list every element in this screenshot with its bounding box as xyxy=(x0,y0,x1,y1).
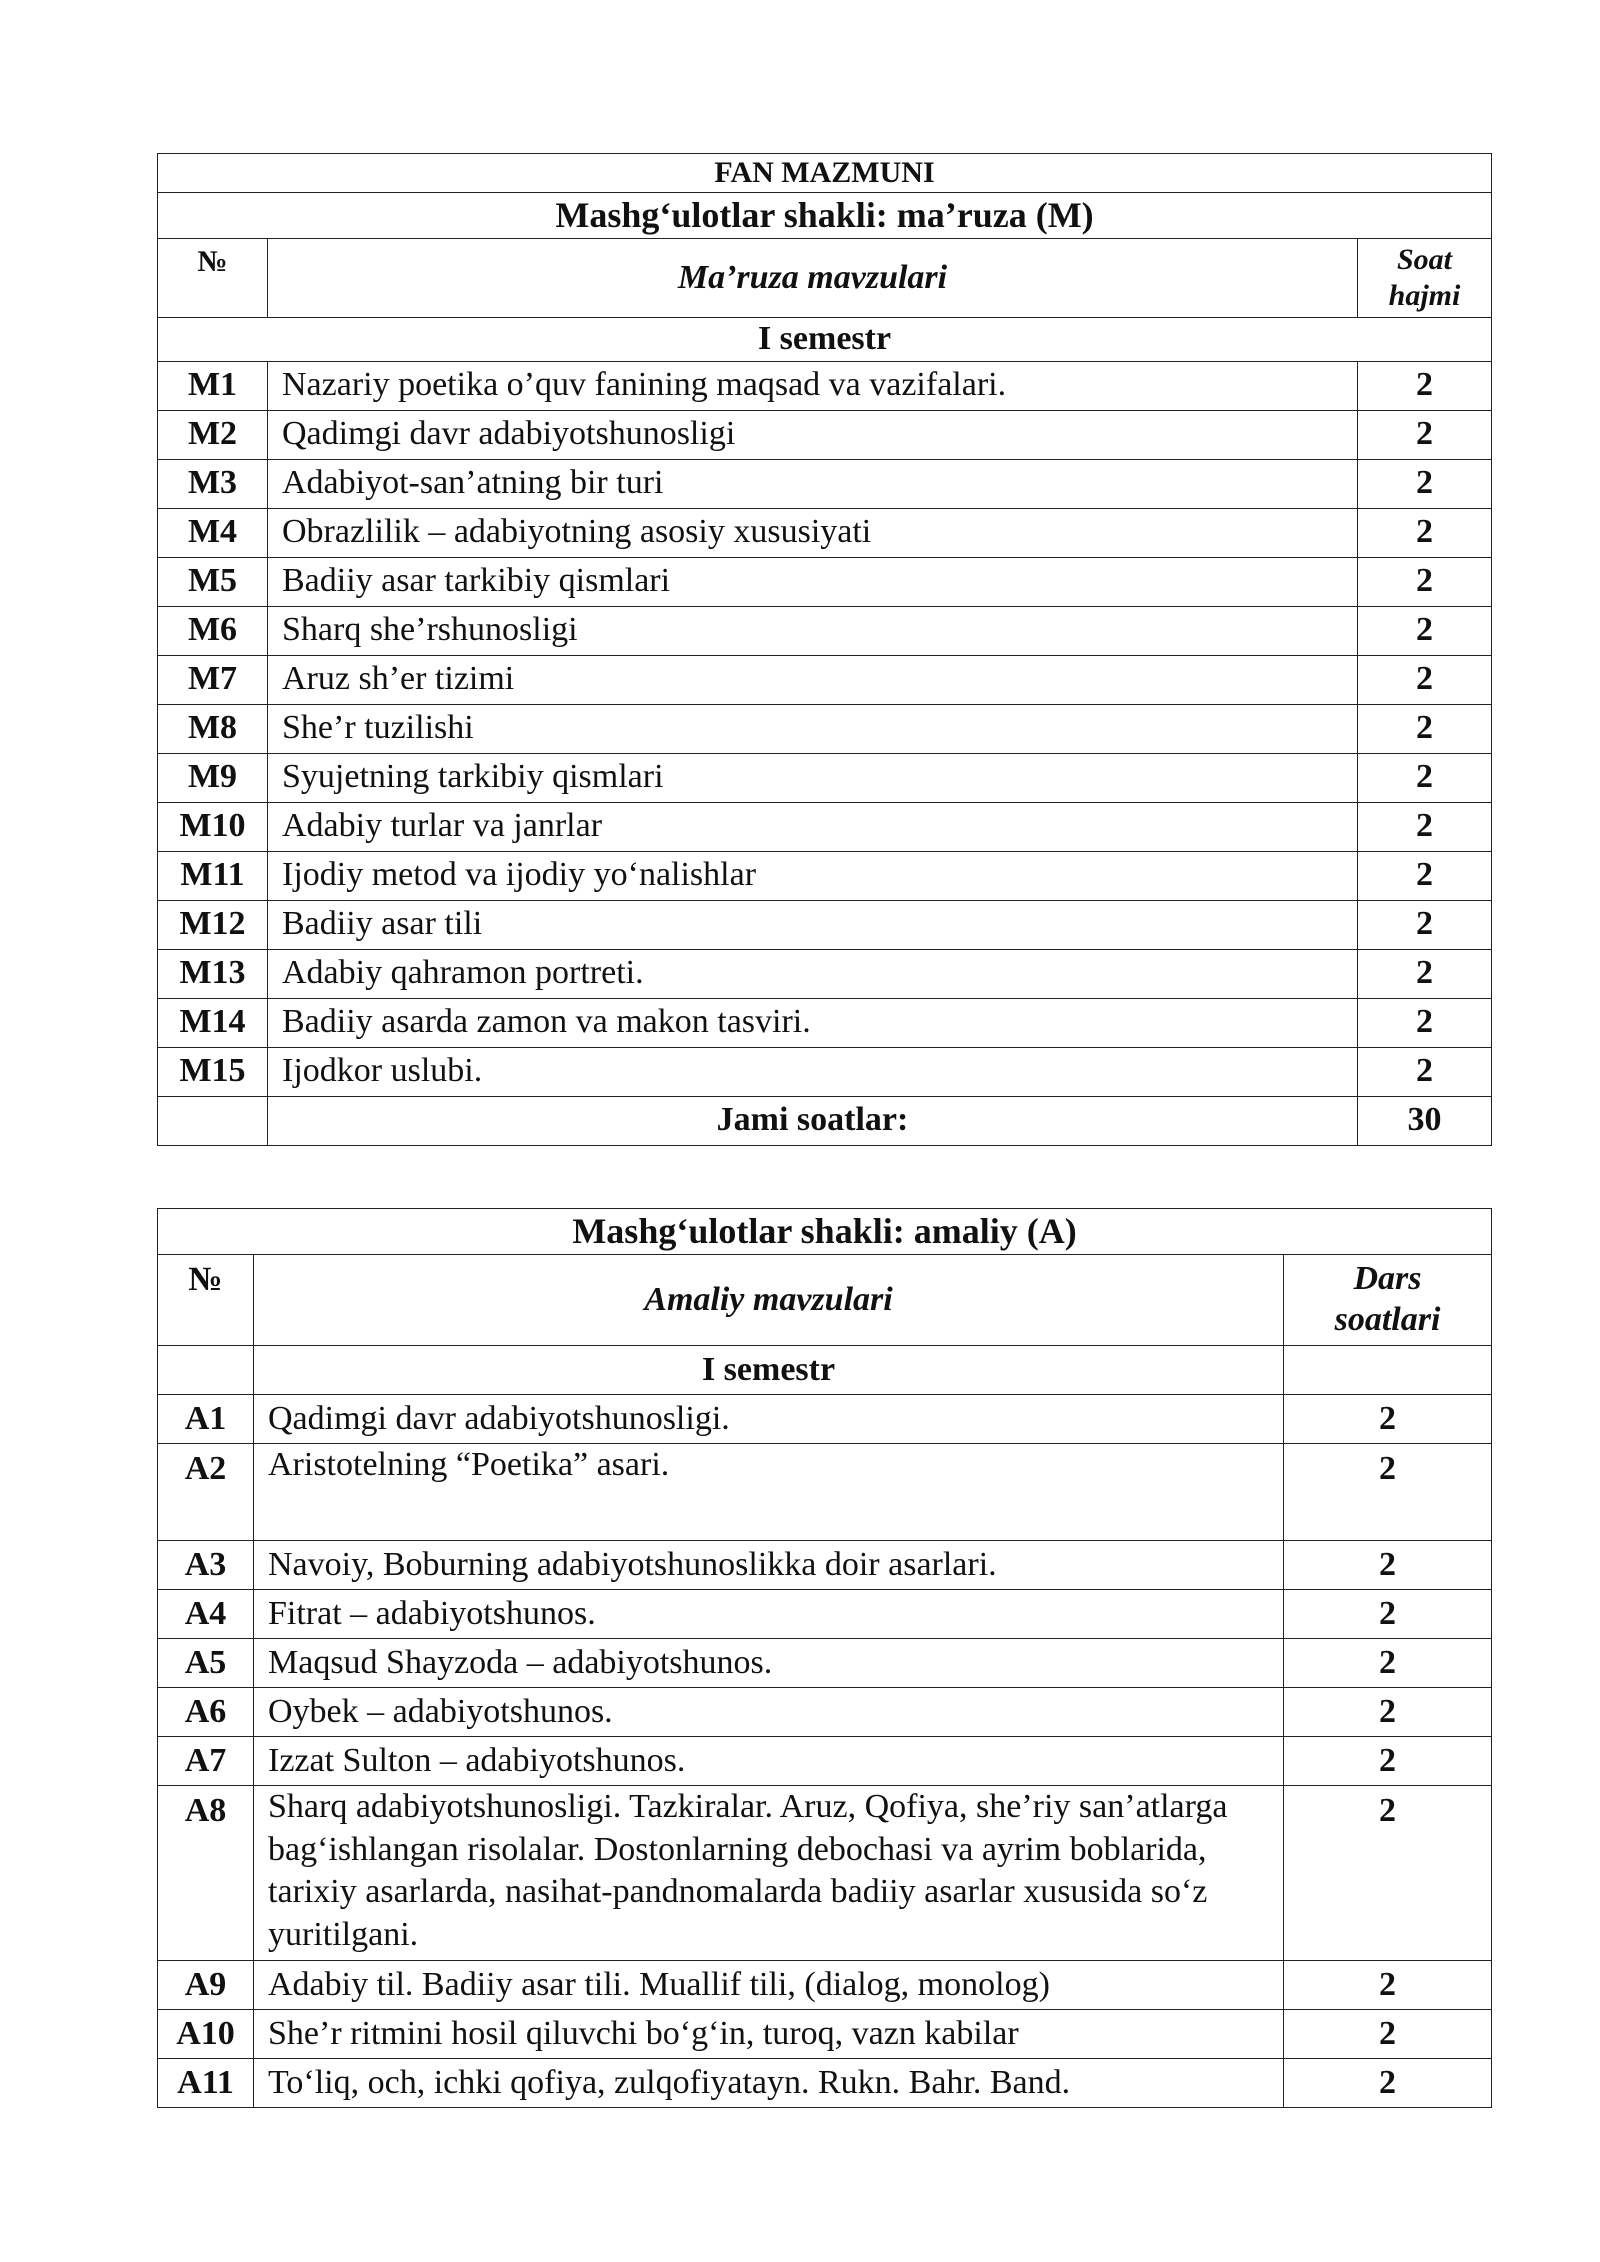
table-row xyxy=(158,508,1492,557)
table-row xyxy=(158,606,1492,655)
table-row xyxy=(158,361,1492,410)
row-number: A9 xyxy=(158,1961,254,2010)
row-number: M6 xyxy=(158,606,268,655)
row-topic: Izzat Sulton – adabiyotshunos. xyxy=(254,1737,1284,1786)
row-hours: 2 xyxy=(1284,1961,1492,2010)
col-header-hours-line1: Soat xyxy=(1396,243,1453,276)
table-row xyxy=(158,851,1492,900)
table-row xyxy=(158,1395,1492,1444)
row-hours: 2 xyxy=(1284,1786,1492,1961)
row-number: M3 xyxy=(158,459,268,508)
row-topic: Aruz sh’er tizimi xyxy=(268,655,1358,704)
row-number: M7 xyxy=(158,655,268,704)
practical-form-heading: Mashg‘ulotlar shakli: amaliy (A) xyxy=(158,1209,1492,1255)
row-number: M13 xyxy=(158,949,268,998)
table-row xyxy=(158,802,1492,851)
row-topic: Badiiy asar tarkibiy qismlari xyxy=(268,557,1358,606)
row-number: M15 xyxy=(158,1047,268,1096)
row-number: A6 xyxy=(158,1688,254,1737)
table-row xyxy=(158,753,1492,802)
row-number: A4 xyxy=(158,1590,254,1639)
col-header-hours-line2: soatlari xyxy=(1334,1301,1441,1338)
table-row xyxy=(158,1639,1492,1688)
row-topic: She’r tuzilishi xyxy=(268,704,1358,753)
row-hours: 2 xyxy=(1358,655,1492,704)
row-number: A1 xyxy=(158,1395,254,1444)
table-row xyxy=(158,1786,1492,1961)
content-title: FAN MAZMUNI xyxy=(158,154,1492,193)
row-number: A10 xyxy=(158,2010,254,2059)
row-hours: 2 xyxy=(1284,1590,1492,1639)
table-row xyxy=(158,2059,1492,2108)
row-number: A8 xyxy=(158,1786,254,1961)
row-hours: 2 xyxy=(1284,1395,1492,1444)
semester-heading: I semestr xyxy=(254,1346,1284,1395)
col-header-hours-line2: hajmi xyxy=(1388,279,1461,312)
col-header-topic: Amaliy mavzulari xyxy=(254,1255,1284,1346)
row-hours: 2 xyxy=(1358,704,1492,753)
row-number: M5 xyxy=(158,557,268,606)
table-row xyxy=(158,1737,1492,1786)
table-row xyxy=(158,900,1492,949)
lecture-table xyxy=(157,153,1492,1146)
row-hours: 2 xyxy=(1358,361,1492,410)
row-hours: 2 xyxy=(1284,1639,1492,1688)
lecture-form-heading: Mashg‘ulotlar shakli: ma’ruza (M) xyxy=(158,193,1492,239)
table-row xyxy=(158,410,1492,459)
table-row xyxy=(158,1961,1492,2010)
row-hours: 2 xyxy=(1358,851,1492,900)
row-topic: Maqsud Shayzoda – adabiyotshunos. xyxy=(254,1639,1284,1688)
row-topic: Adabiy qahramon portreti. xyxy=(268,949,1358,998)
row-hours: 2 xyxy=(1358,998,1492,1047)
row-number: M8 xyxy=(158,704,268,753)
table-row xyxy=(158,1047,1492,1096)
lecture-rows xyxy=(158,361,1492,1096)
table-row xyxy=(158,704,1492,753)
row-hours: 2 xyxy=(1358,410,1492,459)
table-row xyxy=(158,1688,1492,1737)
row-hours: 2 xyxy=(1358,949,1492,998)
row-topic: Sharq adabiyotshunosligi. Tazkiralar. Aruz, Qofiya, she’riy san’atlarga bag‘ishlangan risolalar. Dostonlarning debochasi va ayrim boblarida, tarixiy asarlarda, nasihat-pandnomalarda badiiy asarlar xususida so‘z yuritilgani. xyxy=(254,1786,1284,1961)
row-topic: Ijodkor uslubi. xyxy=(268,1047,1358,1096)
row-topic: Navoiy, Boburning adabiyotshunoslikka doir asarlari. xyxy=(254,1541,1284,1590)
row-topic: Qadimgi davr adabiyotshunosligi. xyxy=(254,1395,1284,1444)
row-topic: Syujetning tarkibiy qismlari xyxy=(268,753,1358,802)
row-topic: Nazariy poetika o’quv fanining maqsad va vazifalari. xyxy=(268,361,1358,410)
total-empty-cell xyxy=(158,1096,268,1145)
row-topic: Oybek – adabiyotshunos. xyxy=(254,1688,1284,1737)
row-number: M12 xyxy=(158,900,268,949)
row-number: A3 xyxy=(158,1541,254,1590)
row-topic: Obrazlilik – adabiyotning asosiy xususiyati xyxy=(268,508,1358,557)
row-topic: She’r ritmini hosil qiluvchi bo‘g‘in, turoq, vazn kabilar xyxy=(254,2010,1284,2059)
table-row xyxy=(158,1541,1492,1590)
row-number: A11 xyxy=(158,2059,254,2108)
practical-rows xyxy=(158,1395,1492,2108)
row-topic: Sharq she’rshunosligi xyxy=(268,606,1358,655)
table-row xyxy=(158,998,1492,1047)
total-label: Jami soatlar: xyxy=(268,1096,1358,1145)
row-hours: 2 xyxy=(1358,802,1492,851)
col-header-number: № xyxy=(158,1255,254,1346)
row-hours: 2 xyxy=(1358,459,1492,508)
row-hours: 2 xyxy=(1358,1047,1492,1096)
col-header-hours xyxy=(1358,239,1492,318)
row-number: M2 xyxy=(158,410,268,459)
row-topic: Badiiy asar tili xyxy=(268,900,1358,949)
row-hours: 2 xyxy=(1284,1444,1492,1541)
row-topic: Qadimgi davr adabiyotshunosligi xyxy=(268,410,1358,459)
row-hours: 2 xyxy=(1284,1541,1492,1590)
row-topic: Adabiy til. Badiiy asar tili. Muallif tili, (dialog, monolog) xyxy=(254,1961,1284,2010)
row-topic: Ijodiy metod va ijodiy yo‘nalishlar xyxy=(268,851,1358,900)
table-row xyxy=(158,2010,1492,2059)
col-header-topic: Ma’ruza mavzulari xyxy=(268,239,1358,318)
row-hours: 2 xyxy=(1284,2059,1492,2108)
row-hours: 2 xyxy=(1358,606,1492,655)
practical-table xyxy=(157,1208,1492,2108)
row-topic: Adabiyot-san’atning bir turi xyxy=(268,459,1358,508)
col-header-hours xyxy=(1284,1255,1492,1346)
row-topic: Adabiy turlar va janrlar xyxy=(268,802,1358,851)
total-value: 30 xyxy=(1358,1096,1492,1145)
row-hours: 2 xyxy=(1358,900,1492,949)
row-hours: 2 xyxy=(1358,557,1492,606)
row-number: M1 xyxy=(158,361,268,410)
row-number: M9 xyxy=(158,753,268,802)
table-row xyxy=(158,1590,1492,1639)
table-row xyxy=(158,949,1492,998)
row-number: M4 xyxy=(158,508,268,557)
row-hours: 2 xyxy=(1358,753,1492,802)
row-number: A2 xyxy=(158,1444,254,1541)
row-hours: 2 xyxy=(1358,508,1492,557)
row-number: M11 xyxy=(158,851,268,900)
semester-empty-cell xyxy=(1284,1346,1492,1395)
row-number: A5 xyxy=(158,1639,254,1688)
row-hours: 2 xyxy=(1284,1737,1492,1786)
row-topic: Fitrat – adabiyotshunos. xyxy=(254,1590,1284,1639)
row-topic: Badiiy asarda zamon va makon tasviri. xyxy=(268,998,1358,1047)
row-topic: To‘liq, och, ichki qofiya, zulqofiyatayn. Rukn. Bahr. Band. xyxy=(254,2059,1284,2108)
row-hours: 2 xyxy=(1284,2010,1492,2059)
table-row xyxy=(158,1444,1492,1541)
col-header-hours-line1: Dars xyxy=(1353,1260,1422,1298)
table-row xyxy=(158,459,1492,508)
row-number: M14 xyxy=(158,998,268,1047)
table-row xyxy=(158,557,1492,606)
col-header-number: № xyxy=(158,239,268,318)
semester-empty-cell xyxy=(158,1346,254,1395)
row-number: A7 xyxy=(158,1737,254,1786)
row-topic: Aristotelning “Poetika” asari. xyxy=(254,1444,1284,1541)
row-hours: 2 xyxy=(1284,1688,1492,1737)
semester-heading: I semestr xyxy=(158,318,1492,362)
table-row xyxy=(158,655,1492,704)
row-number: M10 xyxy=(158,802,268,851)
